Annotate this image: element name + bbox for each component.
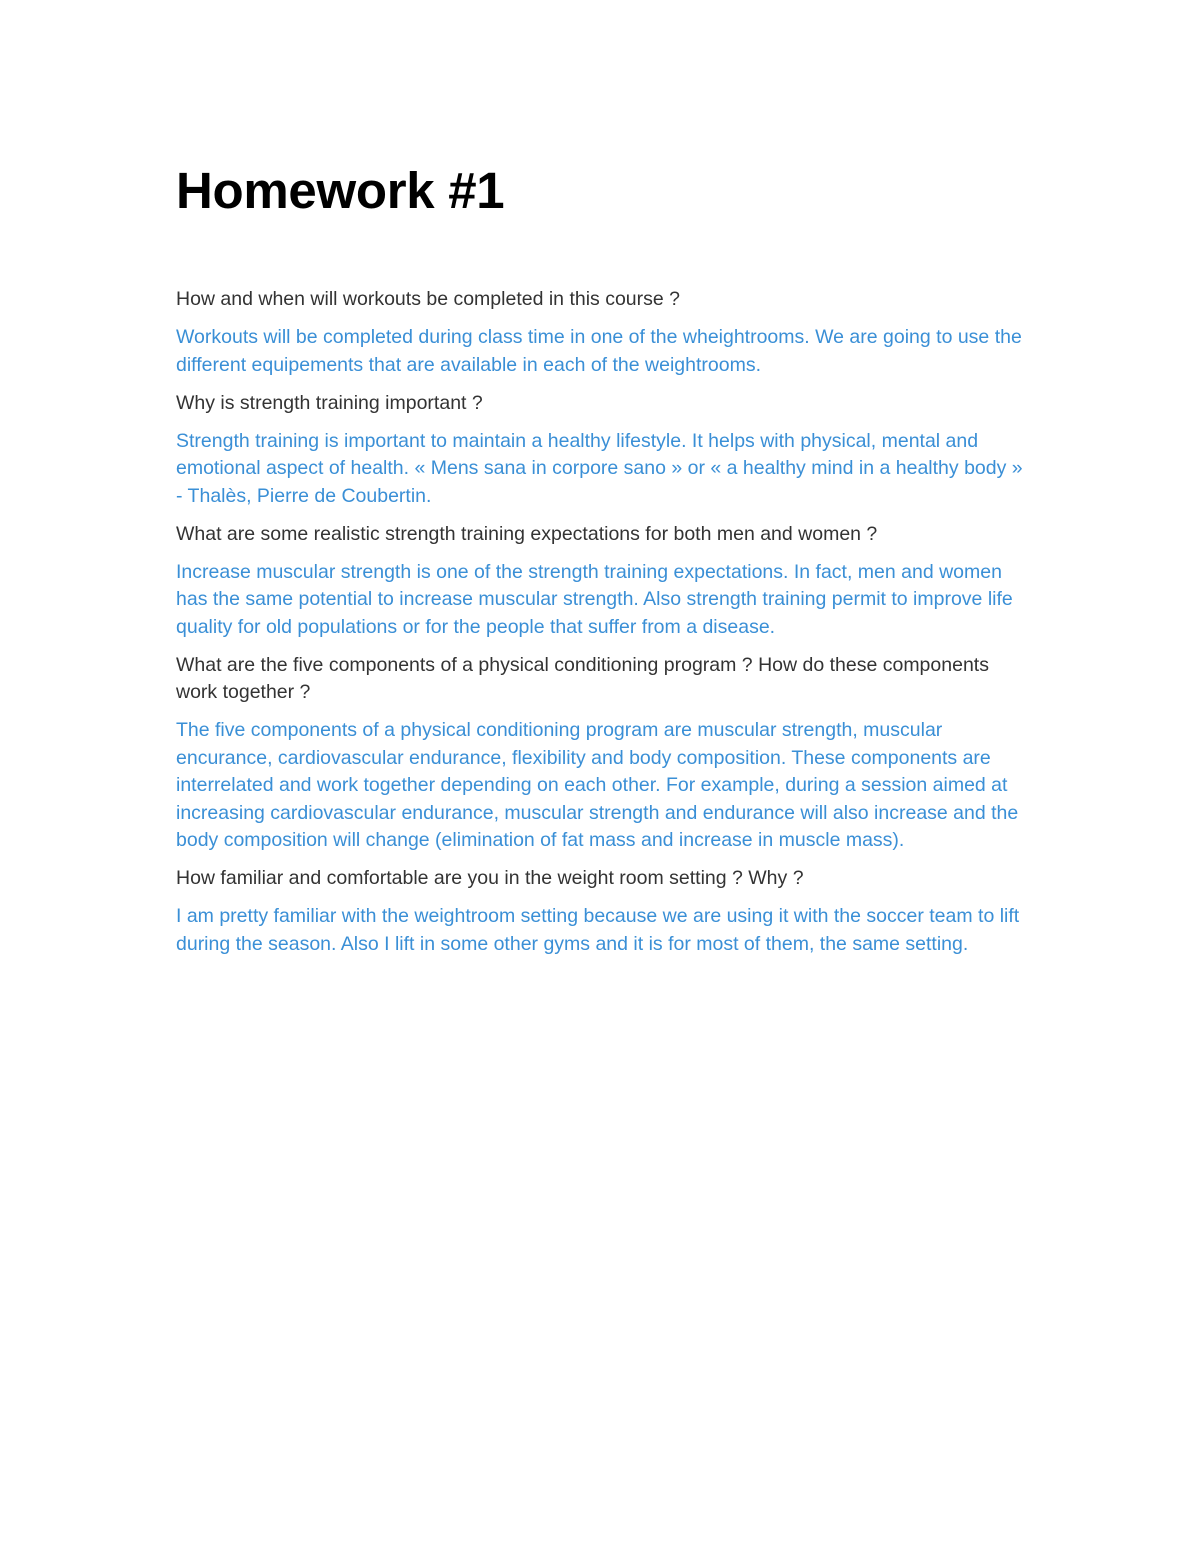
qa-list: [176, 286, 1026, 969]
document-content: [176, 162, 1026, 955]
question-4: What are the five components of a physical conditioning program ? How do these components work together ?: [176, 653, 989, 703]
answer-4: The five components of a physical conditioning program are muscular strength, muscular encurance, cardiovascular endurance, flexibility and body composition. These components are interrelated and work together depending on each other. For example, during a session aimed at increasing cardiovascular endurance, muscular strength and endurance will also increase and the body composition will change (elimination of fat mass and increase in muscle mass).: [176, 719, 1019, 851]
answer-3: Increase muscular strength is one of the strength training expectations. In fact, men and women has the same potential to increase muscular strength. Also strength training permit to improve life quality for old populations or for the people that suffer from a disease.: [176, 560, 1013, 638]
question-1: How and when will workouts be completed in this course ?: [176, 288, 681, 310]
question-3: What are some realistic strength training expectations for both men and women ?: [176, 522, 878, 545]
document-title: Homework #1: [176, 162, 505, 219]
answer-2: Strength training is important to maintain a healthy lifestyle. It helps with physical, mental and emotional aspect of health. « Mens sana in corpore sano » or « a healthy mind in a healthy body » - Thalès, Pierre de Coubertin.: [176, 429, 1023, 507]
answer-5: I am pretty familiar with the weightroom setting because we are using it with the soccer team to lift during the season. Also I lift in some other gyms and it is for most of them, the same setting.: [176, 905, 1020, 955]
question-2: Why is strength training important ?: [176, 391, 483, 414]
question-5: How familiar and comfortable are you in the weight room setting ? Why ?: [176, 867, 804, 889]
answer-1: Workouts will be completed during class time in one of the wheightrooms. We are going to use the different equipements that are available in each of the weightrooms.: [176, 326, 1022, 376]
